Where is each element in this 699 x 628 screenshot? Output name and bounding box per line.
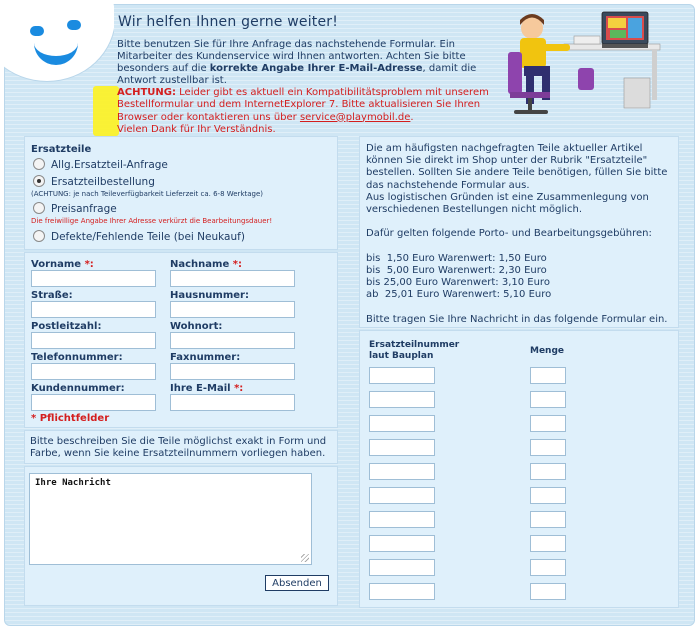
order-note: (ACHTUNG: je nach Teileverfügbarkeit Lieferzeit ca. 6-8 Werktage) <box>31 190 264 198</box>
request-type-title: Ersatzteile <box>31 144 92 155</box>
required-mark: *: <box>234 383 244 394</box>
nachname-input[interactable] <box>170 270 295 287</box>
intro-bold: korrekte Angabe Ihrer E-Mail-Adresse <box>209 63 423 75</box>
header-line-2: laut Bauplan <box>369 351 434 361</box>
quantity-header: Menge <box>530 346 565 356</box>
part-number-input[interactable] <box>369 391 435 408</box>
quantity-input[interactable] <box>530 415 566 432</box>
required-mark: *: <box>232 259 242 270</box>
option-label: Allg.Ersatzteil-Anfrage <box>51 159 168 171</box>
option-label: Preisanfrage <box>51 203 117 215</box>
option-label: Defekte/Fehlende Teile (bei Neukauf) <box>51 231 245 243</box>
telefon-input[interactable] <box>31 363 156 380</box>
intro-part-1: Bitte benutzen Sie für Ihre Anfrage das nachstehende Formular. Ein Mitarbeiter des Kundenservice wird Ihnen antworten. Achten Sie bitte besonders auf die <box>117 39 466 75</box>
info-p2: Aus logistischen Gründen ist eine Zusammenlegung von verschiedenen Bestellungen nicht möglich. <box>366 191 649 216</box>
strasse-label: Straße: <box>31 290 73 301</box>
option-parts-order[interactable] <box>33 176 155 188</box>
telefon-label: Telefonnummer: <box>31 352 123 363</box>
quantity-input[interactable] <box>530 463 566 480</box>
intro-highlight: zustellbar <box>159 75 209 87</box>
fee-line: ab 25,01 Euro Warenwert: 5,10 Euro <box>366 289 552 301</box>
kundennummer-input[interactable] <box>31 394 156 411</box>
hausnummer-label: Hausnummer: <box>170 290 249 301</box>
info-p1: Die am häufigsten nachgefragten Teile aktueller Artikel können Sie direkt im Shop unter der Rubrik "Ersatzteile" bestellen. Sollten Sie andere Teile benötigen, füllen Sie bitte das nachstehende Formular aus. <box>366 143 668 191</box>
thanks-text: Vielen Dank für Ihr Verständnis. <box>117 123 276 135</box>
quantity-input[interactable] <box>530 367 566 384</box>
nachname-label <box>170 259 242 270</box>
service-email-link[interactable]: service@playmobil.de <box>299 111 411 123</box>
label-text: Ihre E-Mail <box>170 383 231 394</box>
intro-text <box>117 39 507 136</box>
address-panel <box>24 252 338 428</box>
info-p3: Dafür gelten folgende Porto- und Bearbeitungsgebühren: <box>366 228 652 240</box>
label-text: Vorname <box>31 259 82 270</box>
option-label: Ersatzteilbestellung <box>51 176 155 188</box>
fee-line: bis 5,00 Euro Warenwert: 2,30 Euro <box>366 265 547 276</box>
warning-body: Leider gibt es aktuell ein Kompatibilitätsproblem mit unserem Bestellformular und dem InternetExplorer 7. Bitte aktualisieren Sie Ihren Browser oder kontaktieren uns über <box>117 87 489 123</box>
required-mark: *: <box>84 259 94 270</box>
request-type-panel <box>24 136 338 250</box>
intro-part-2: , damit die Antwort <box>117 63 477 87</box>
kundennummer-label: Kundennummer: <box>31 383 125 394</box>
plz-input[interactable] <box>31 332 156 349</box>
info-text <box>366 143 676 326</box>
part-number-input[interactable] <box>369 583 435 600</box>
part-number-input[interactable] <box>369 439 435 456</box>
part-number-input[interactable] <box>369 535 435 552</box>
description-hint-panel <box>24 430 338 464</box>
submit-button[interactable]: Absenden <box>265 575 329 591</box>
radio-order[interactable] <box>33 175 45 187</box>
info-p4: Bitte tragen Sie Ihre Nachricht in das folgende Formular ein. <box>366 313 668 325</box>
quantity-input[interactable] <box>530 487 566 504</box>
fee-line: bis 1,50 Euro Warenwert: 1,50 Euro <box>366 252 547 264</box>
fax-label: Faxnummer: <box>170 352 241 363</box>
quantity-input[interactable] <box>530 439 566 456</box>
highlight-marker <box>93 86 119 136</box>
wohnort-input[interactable] <box>170 332 295 349</box>
plz-label: Postleitzahl: <box>31 321 102 332</box>
quantity-input[interactable] <box>530 583 566 600</box>
label-text: Nachname <box>170 259 230 270</box>
vorname-label <box>31 259 94 270</box>
option-price-request[interactable] <box>33 203 117 215</box>
part-number-input[interactable] <box>369 367 435 384</box>
fax-input[interactable] <box>170 363 295 380</box>
required-fields-note: * Pflichtfelder <box>31 413 110 424</box>
email-input[interactable] <box>170 394 295 411</box>
email-label <box>170 383 243 394</box>
part-number-input[interactable] <box>369 511 435 528</box>
part-number-input[interactable] <box>369 415 435 432</box>
warning-label: ACHTUNG: <box>117 87 176 99</box>
radio-general[interactable] <box>33 158 45 170</box>
logo-eye-right <box>67 20 81 30</box>
quantity-input[interactable] <box>530 511 566 528</box>
header-line-1: Ersatzteilnummer <box>369 340 460 350</box>
intro-part-3: ist. <box>208 75 227 87</box>
vorname-input[interactable] <box>31 270 156 287</box>
strasse-input[interactable] <box>31 301 156 318</box>
part-number-header <box>369 340 459 362</box>
radio-price[interactable] <box>33 202 45 214</box>
radio-defective[interactable] <box>33 230 45 242</box>
office-figure-illustration <box>506 8 666 120</box>
part-number-input[interactable] <box>369 559 435 576</box>
playmobil-logo[interactable] <box>4 4 114 84</box>
resize-grip-icon[interactable] <box>301 554 309 562</box>
option-defective-parts[interactable] <box>33 231 245 243</box>
option-general-request[interactable] <box>33 159 168 171</box>
message-textarea[interactable] <box>29 473 312 565</box>
part-number-input[interactable] <box>369 463 435 480</box>
warning-text <box>117 87 507 135</box>
message-value: Ihre Nachricht <box>35 478 111 488</box>
warning-end: . <box>410 111 414 123</box>
description-hint: Bitte beschreiben Sie die Teile möglichst exakt in Form und Farbe, wenn Sie keine Ersatzteilnummern vorliegen haben. <box>30 436 327 460</box>
quantity-input[interactable] <box>530 559 566 576</box>
parts-table-panel <box>359 330 679 608</box>
hausnummer-input[interactable] <box>170 301 295 318</box>
fee-line: bis 25,00 Euro Warenwert: 3,10 Euro <box>366 277 550 289</box>
part-number-input[interactable] <box>369 487 435 504</box>
quantity-input[interactable] <box>530 391 566 408</box>
page-title: Wir helfen Ihnen gerne weiter! <box>118 14 339 30</box>
quantity-input[interactable] <box>530 535 566 552</box>
wohnort-label: Wohnort: <box>170 321 223 332</box>
price-note: Die freiwillige Angabe Ihrer Adresse verkürzt die Bearbeitungsdauer! <box>31 217 273 225</box>
